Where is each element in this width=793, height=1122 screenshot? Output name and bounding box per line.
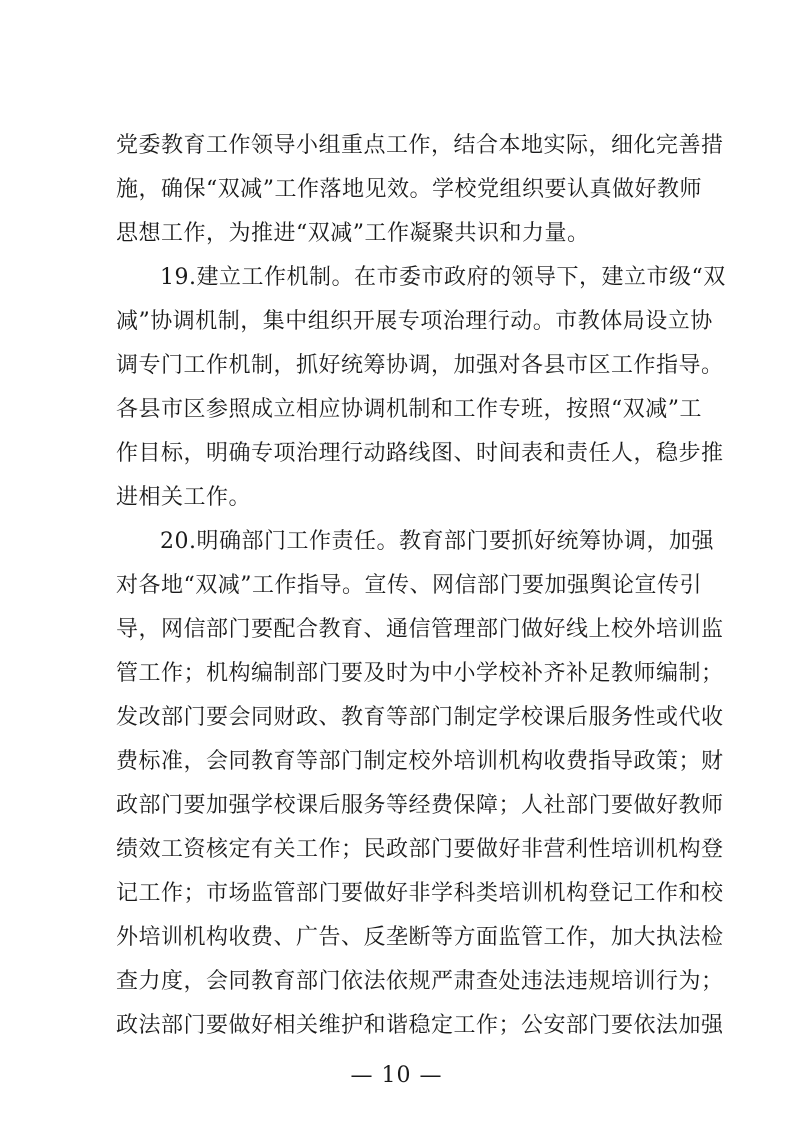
text-line: 对各地“双减”工作指导。宣传、网信部门要加强舆论宣传引 — [116, 573, 702, 598]
text-line: 减”协调机制，集中组织开展专项治理行动。市教体局设立协 — [116, 309, 713, 334]
text-line: 查力度，会同教育部门依法依规严肃查处违法违规培训行为； — [116, 969, 724, 994]
text-line: 各县市区参照成立相应协调机制和工作专班，按照“双减”工 — [116, 397, 702, 422]
text-line: 作目标，明确专项治理行动路线图、时间表和责任人，稳步推 — [116, 441, 724, 466]
text-line: 发改部门要会同财政、教育等部门制定学校课后服务性或代收 — [116, 705, 724, 730]
text-line: 思想工作，为推进“双减”工作凝聚共识和力量。 — [116, 221, 590, 246]
text-line: 调专门工作机制，抓好统筹协调，加强对各县市区工作指导。 — [116, 353, 724, 378]
section-heading-line: 19.建立工作机制。在市委市政府的领导下，建立市级“双 — [160, 265, 726, 290]
text-line: 外培训机构收费、广告、反垄断等方面监管工作，加大执法检 — [116, 925, 724, 950]
text-line: 绩效工资核定有关工作；民政部门要做好非营利性培训机构登 — [116, 837, 724, 862]
text-line: 记工作；市场监管部门要做好非学科类培训机构登记工作和校 — [116, 881, 724, 906]
page-number: — 10 — — [350, 1063, 443, 1088]
text-line: 党委教育工作领导小组重点工作，结合本地实际，细化完善措 — [116, 133, 724, 158]
text-line: 导，网信部门要配合教育、通信管理部门做好线上校外培训监 — [116, 617, 724, 642]
text-line: 施，确保“双减”工作落地见效。学校党组织要认真做好教师 — [116, 177, 702, 202]
text-line: 政法部门要做好相关维护和谐稳定工作；公安部门要依法加强 — [116, 1013, 724, 1038]
text-line: 政部门要加强学校课后服务等经费保障；人社部门要做好教师 — [116, 793, 724, 818]
text-line: 进相关工作。 — [116, 485, 252, 510]
section-heading-line: 20.明确部门工作责任。教育部门要抓好统筹协调，加强 — [160, 529, 714, 554]
text-line: 费标准，会同教育等部门制定校外培训机构收费指导政策；财 — [116, 749, 724, 774]
text-line: 管工作；机构编制部门要及时为中小学校补齐补足教师编制； — [116, 661, 724, 686]
